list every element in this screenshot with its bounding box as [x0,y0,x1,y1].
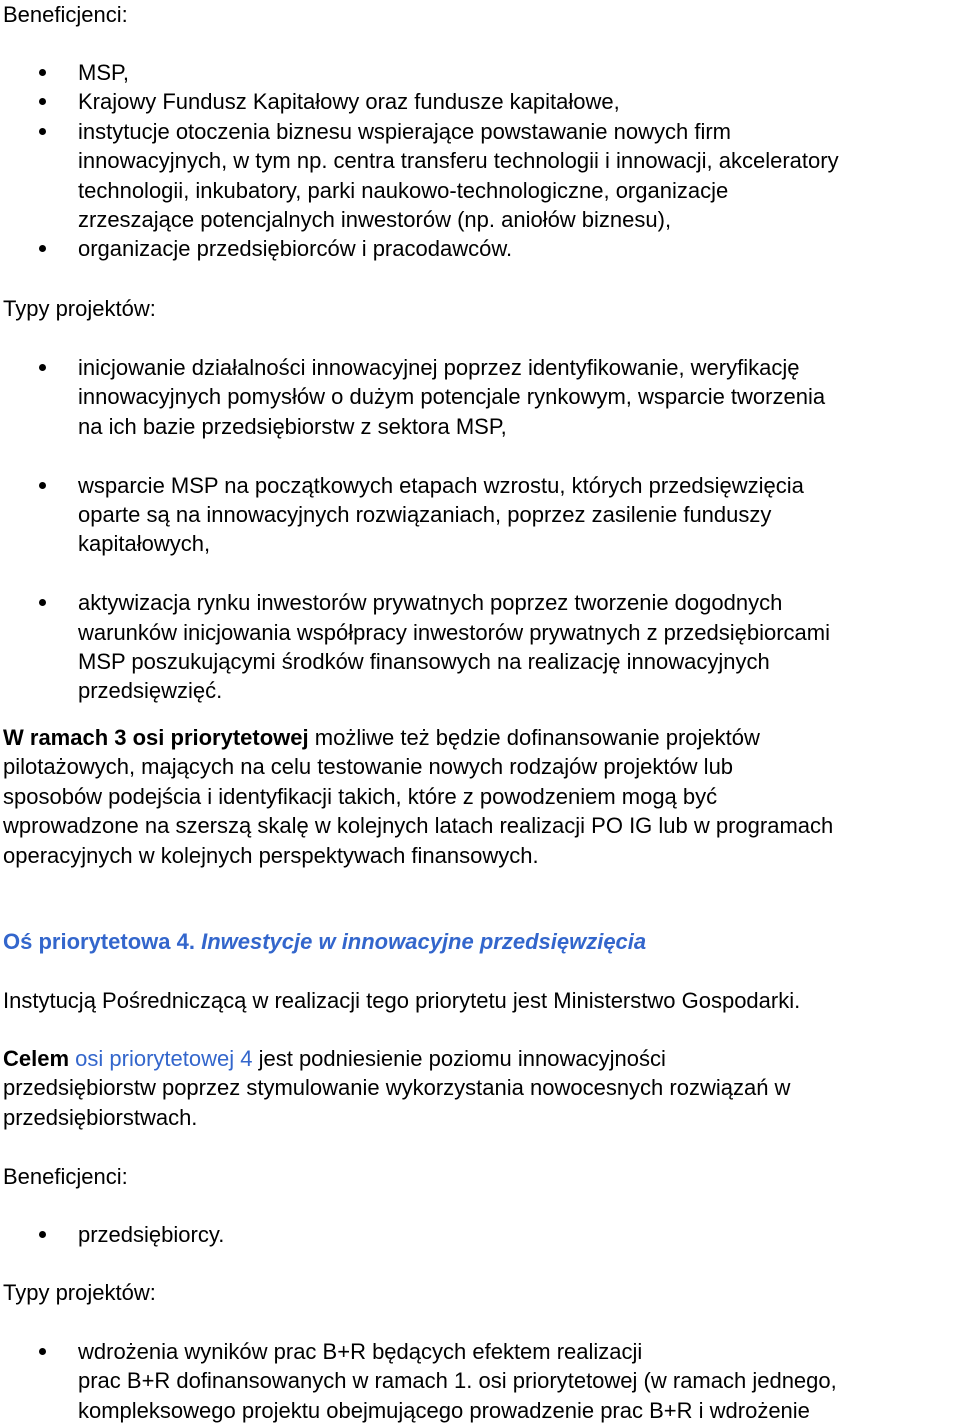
goal-axis-reference: osi priorytetowej 4 [75,1046,253,1071]
bullet-icon [39,599,46,606]
list-item: organizacje przedsiębiorców i pracodawców. [3,234,960,263]
axis4-goal-paragraph: Celem osi priorytetowej 4 jest podniesienie poziomu innowacyjności przedsiębiorstw poprzez stymulowanie wykorzystania nowocesnych rozwiązań w przedsiębiorstwach. [3,1046,791,1130]
bullet-icon [39,1348,46,1355]
project-types-list [3,353,960,706]
list-item: Krajowy Fundusz Kapitałowy oraz fundusze kapitałowe, [3,87,960,116]
list-item: przedsiębiorcy. [3,1220,960,1249]
bullet-icon [39,482,46,489]
bullet-icon [39,128,46,135]
list-item: aktywizacja rynku inwestorów prywatnych poprzez tworzenie dogodnych warunków inicjowania współpracy inwestorów prywatnych z przedsiębiorcami MSP poszukującymi środków finansowych na realizację innowacyjnych przedsięwzięć. [3,588,960,706]
axis4-institution: Instytucją Pośredniczącą w realizacji tego priorytetu jest Ministerstwo Gospodarki. [3,988,801,1013]
list-item: MSP, [3,58,960,87]
bullet-icon [39,98,46,105]
axis4-title: Oś priorytetowa 4. Inwestycje w innowacyjne przedsięwzięcia [3,929,647,954]
project-types-heading: Typy projektów: [3,296,156,321]
axis4-project-types-heading: Typy projektów: [3,1280,156,1305]
bullet-icon [39,245,46,252]
beneficiaries-heading: Beneficjenci: [3,2,128,27]
axis4-project-types-list [3,1337,960,1425]
bullet-icon [39,364,46,371]
pilot-projects-paragraph: W ramach 3 osi priorytetowej możliwe też będzie dofinansowanie projektów pilotażowych, mających na celu testowanie nowych rodzajów projektów lub sposobów podejścia i identyfikacji takich, które z powodzeniem mogą być wprowadzone na szerszą skalę w kolejnych latach realizacji PO IG lub w programach operacyjnych w kolejnych perspektywach finansowych. [3,725,834,868]
bullet-icon [39,69,46,76]
list-item: instytucje otoczenia biznesu wspierające powstawanie nowych firm innowacyjnych, w tym np. centra transferu technologii i innowacji, akceleratory technologii, inkubatory, parki naukowo-technologiczne, organizacje zrzeszające potencjalnych inwestorów (np. aniołów biznesu), [3,117,960,235]
axis4-beneficiaries-list [3,1220,960,1249]
axis4-beneficiaries-heading: Beneficjenci: [3,1164,128,1189]
beneficiaries-list [3,58,960,264]
list-item: wdrożenia wyników prac B+R będących efektem realizacji prac B+R dofinansowanych w ramach 1. osi priorytetowej (w ramach jednego, kompleksowego projektu obejmującego prowadzenie prac B+R i wdrożenie [3,1337,960,1425]
pilot-bold-lead: W ramach 3 osi priorytetowej [3,725,309,750]
list-item: inicjowanie działalności innowacyjnej poprzez identyfikowanie, weryfikację innowacyjnych pomysłów o dużym potencjale rynkowym, wsparcie tworzenia na ich bazie przedsiębiorstw z sektora MSP, [3,353,960,441]
list-item: wsparcie MSP na początkowych etapach wzrostu, których przedsięwzięcia oparte są na innowacyjnych rozwiązaniach, poprzez zasilenie funduszy kapitałowych, [3,471,960,559]
bullet-icon [39,1231,46,1238]
